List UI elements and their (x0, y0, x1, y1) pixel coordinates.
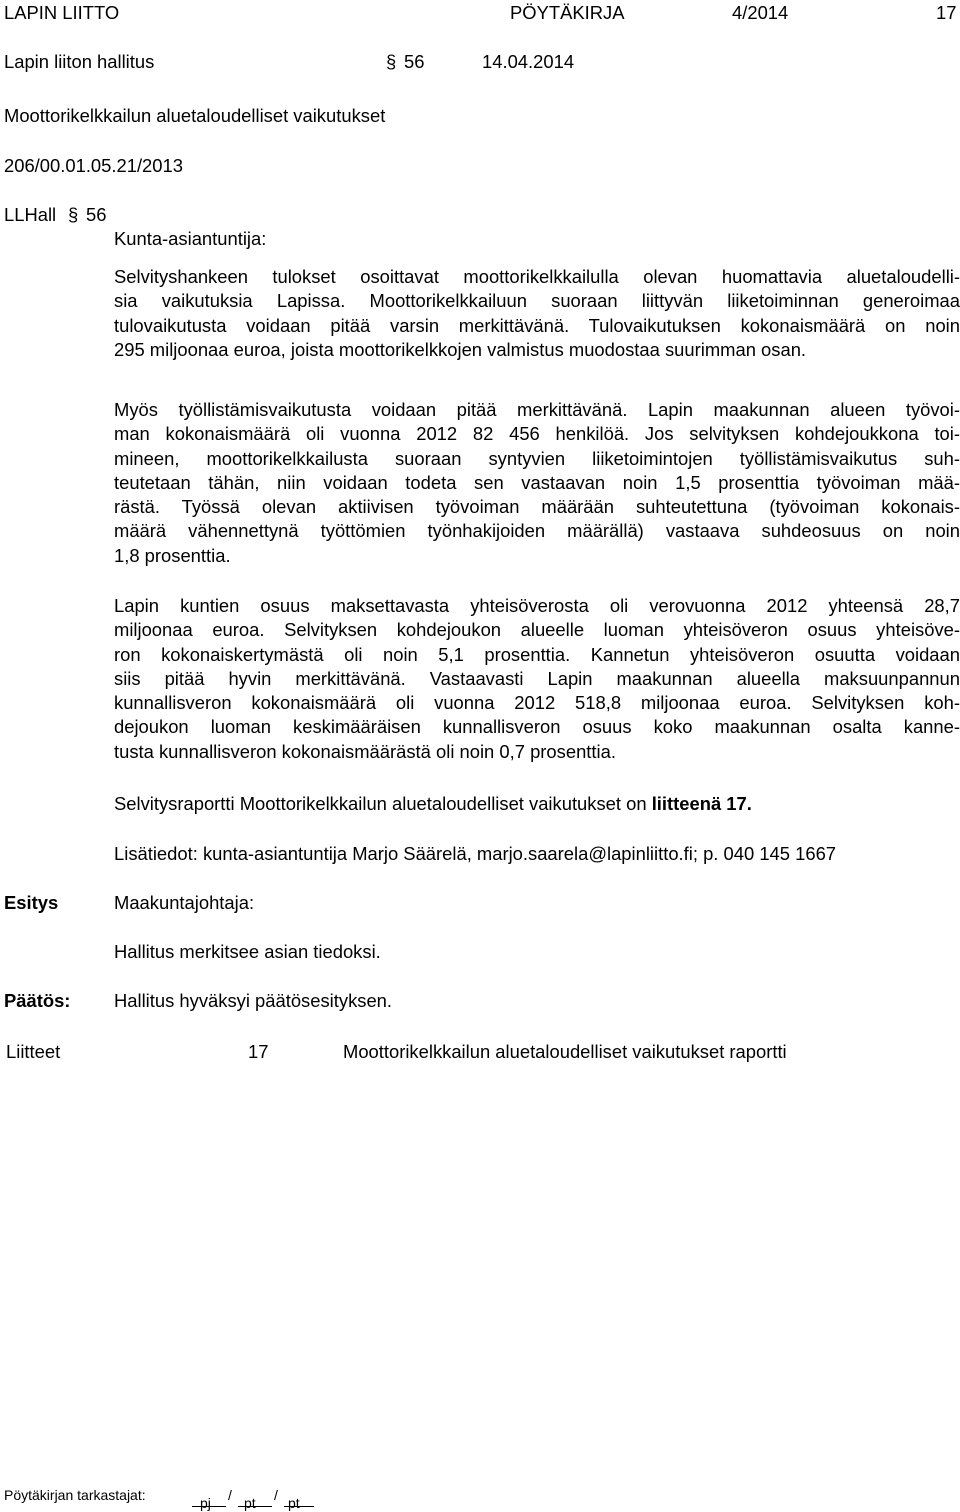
text-line: Myös työllistämisvaikutusta voidaan pitää merkittävänä. Lapin maakunnan alueen työvoi- (114, 399, 960, 420)
board-name: Lapin liiton hallitus (4, 51, 155, 72)
text-line: dejoukon luoman keskimääräisen kunnallisveron osuus koko maakunnan osalta kanne- (114, 716, 960, 738)
text-line: rästä. Työssä olevan aktiivisen työvoiman määrään suhteutettuna (työvoiman kokonais- (114, 496, 960, 518)
section-number: 56 (404, 51, 425, 72)
text-line: ron kokonaiskertymästä oli noin 5,1 prosenttia. Kannetun yhteisöveron osuutta voidaan (114, 643, 960, 665)
org-name: LAPIN LIITTO (4, 2, 120, 23)
text-line: siis pitää hyvin merkittävänä. Vastaavasti Lapin maakunnan alueella maksuunpannun (114, 667, 960, 689)
section-symbol: § (386, 51, 397, 72)
diary-number: 206/00.01.05.21/2013 (4, 155, 183, 176)
reference-symbol: § (68, 204, 79, 225)
text-line: 1,8 prosenttia. (114, 544, 231, 566)
text-line: määrä vähennettynä työttömien työnhakijoiden määrällä) vastaava suhdeosuus on noin (114, 520, 960, 542)
text-line: teutetaan tähän, niin voidaan todeta sen vastaavan noin 1,5 prosenttia työvoiman mää- (114, 471, 960, 493)
meeting-date: 14.04.2014 (482, 51, 575, 72)
decision-label: Päätös: (4, 990, 71, 1011)
reference-number: 56 (86, 204, 107, 225)
presenter-label: Kunta-asiantuntija: (114, 228, 267, 249)
page-number: 17 (936, 2, 957, 23)
document-number: 4/2014 (732, 2, 789, 23)
initials-checker-1: pt (244, 1495, 256, 1511)
checkers-label: Pöytäkirjan tarkastajat: (4, 1487, 146, 1503)
signature-separator: / (228, 1487, 232, 1503)
attachment-number: 17 (248, 1041, 269, 1062)
reference-prefix: LLHall (4, 204, 57, 225)
text-line: 295 miljoonaa euroa, joista moottorikelkkojen valmistus muodostaa suurimman osan. (114, 338, 807, 360)
text-line: kunnallisveron kokonaismäärä oli vuonna 2012 518,8 miljoonaa euroa. Selvityksen koh- (114, 692, 960, 714)
proposal-presenter: Maakuntajohtaja: (114, 892, 255, 913)
contact-info: Lisätiedot: kunta-asiantuntija Marjo Säärelä, marjo.saarela@lapinliitto.fi; p. 040 145 1667 (114, 843, 837, 864)
report-reference (114, 793, 752, 815)
report-reference-text: Selvitysraportti Moottorikelkkailun aluetaloudelliset vaikutukset on (114, 793, 652, 814)
text-line: tulovaikutusta voidaan pitää varsin merkittävänä. Tulovaikutuksen kokonaismäärä on noin (114, 314, 960, 336)
text-line: miljoonaa euroa. Selvityksen kohdejoukon alueelle luoman yhteisöveron osuus yhteisöve- (114, 619, 960, 641)
proposal-label: Esitys (4, 892, 59, 913)
attachments-label: Liitteet (6, 1041, 61, 1062)
text-line: Lapin kuntien osuus maksettavasta yhteisöverosta oli verovuonna 2012 yhteensä 28,7 (114, 595, 960, 616)
proposal-text: Hallitus merkitsee asian tiedoksi. (114, 941, 381, 962)
initials-checker-2: pt (288, 1495, 300, 1511)
signature-separator: / (274, 1487, 278, 1503)
appendix-reference: liitteenä 17. (651, 793, 752, 814)
paragraph-employment (114, 398, 960, 568)
text-line: mineen, moottorikelkkailusta suoraan syntyvien liiketoimintojen työllistämisvaikutus suh- (114, 447, 960, 469)
text-line: tusta kunnallisveron kokonaismäärästä oli noin 0,7 prosenttia. (114, 740, 616, 762)
item-title: Moottorikelkkailun aluetaloudelliset vaikutukset (4, 105, 386, 126)
initials-chair: pj (200, 1495, 211, 1511)
paragraph-income (114, 265, 960, 362)
document-type: PÖYTÄKIRJA (510, 2, 625, 23)
attachment-title: Moottorikelkkailun aluetaloudelliset vaikutukset raportti (343, 1041, 787, 1062)
text-line: Selvityshankeen tulokset osoittavat moottorikelkkailulla olevan huomattavia aluetaloudelli- (114, 266, 960, 287)
text-line: sia vaikutuksia Lapissa. Moottorikelkkailuun suoraan liittyvän liiketoiminnan generoimaa (114, 290, 960, 312)
paragraph-taxes (114, 594, 960, 764)
text-line: man kokonaismäärä oli vuonna 2012 82 456 henkilöä. Jos selvityksen kohdejoukkona toi- (114, 423, 960, 445)
decision-text: Hallitus hyväksyi päätösesityksen. (114, 990, 393, 1011)
